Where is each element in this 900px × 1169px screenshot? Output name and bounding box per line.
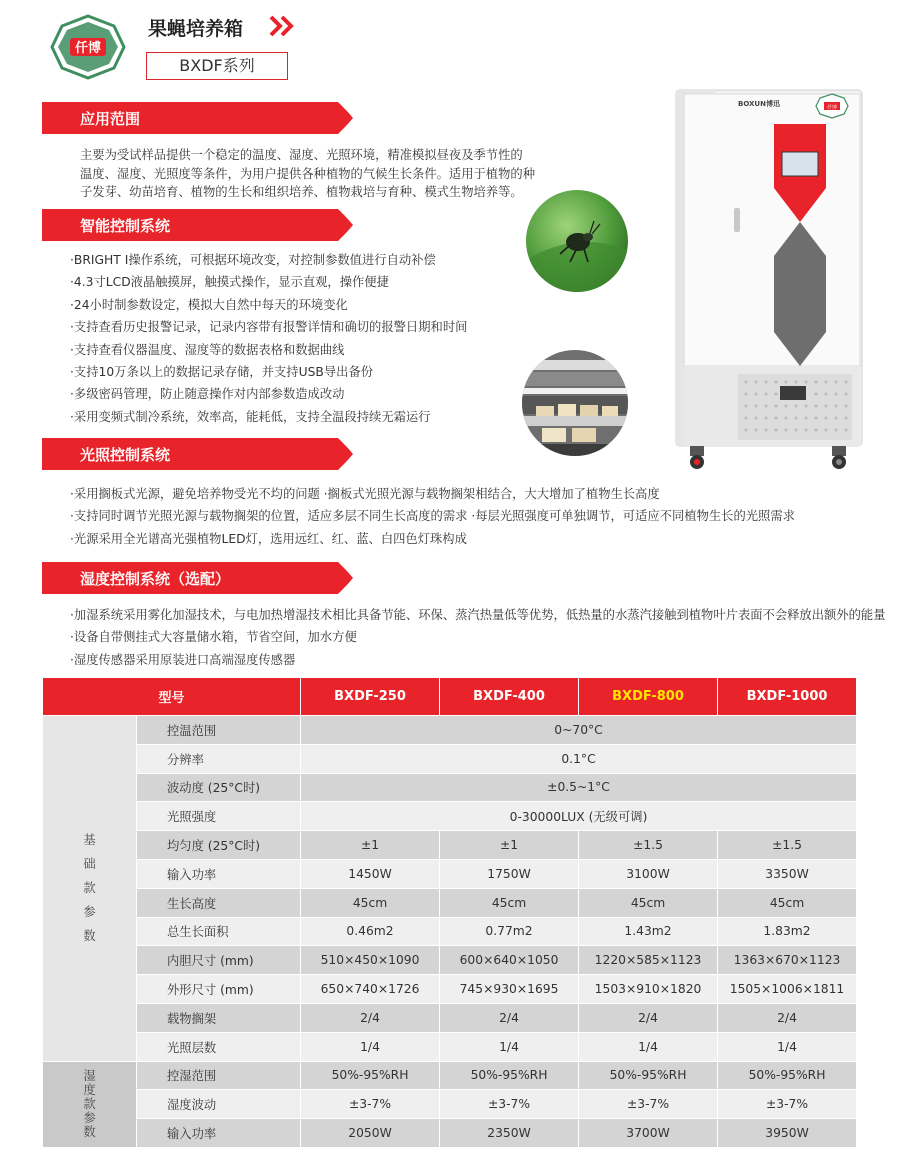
param-name: 总生长面积 [137, 917, 301, 946]
table-row [43, 1090, 857, 1119]
param-value: 0.1°C [301, 744, 857, 773]
param-value: 2050W [301, 1119, 440, 1148]
list-item: ·湿度传感器采用原装进口高端湿度传感器 [70, 652, 296, 667]
param-value: 45cm [579, 888, 718, 917]
table-row [43, 773, 857, 802]
param-value: ±3-7% [440, 1090, 579, 1119]
section-header-smart-control: 智能控制系统 [42, 209, 354, 241]
param-value: 45cm [718, 888, 857, 917]
param-name: 载物搁架 [137, 1003, 301, 1032]
list-item: ·设备自带侧挂式大容量储水箱，节省空间，加水方便 [70, 630, 357, 645]
table-header-row [43, 678, 857, 716]
param-value: 1/4 [579, 1032, 718, 1061]
group-label-basic: 基 础 款 参 数 [43, 716, 137, 1062]
table-row [43, 1003, 857, 1032]
param-value: 1/4 [718, 1032, 857, 1061]
table-row [43, 802, 857, 831]
param-value: 50%-95%RH [718, 1061, 857, 1090]
param-name: 均匀度 (25°C时) [137, 831, 301, 860]
param-name: 波动度 (25°C时) [137, 773, 301, 802]
list-item: ·BRIGHT I操作系统，可根据环境改变，对控制参数值进行自动补偿 [70, 253, 436, 267]
list-item: ·采用变频式制冷系统，效率高，能耗低，支持全温段持续无霜运行 [70, 409, 431, 424]
param-value: 2/4 [718, 1003, 857, 1032]
param-value: 50%-95%RH [579, 1061, 718, 1090]
param-name: 生长高度 [137, 888, 301, 917]
param-value: 745×930×1695 [440, 975, 579, 1004]
param-value: 1/4 [440, 1032, 579, 1061]
param-value: 1503×910×1820 [579, 975, 718, 1004]
param-value: 45cm [440, 888, 579, 917]
param-name: 外形尺寸 (mm) [137, 975, 301, 1004]
light-control-list [70, 483, 795, 550]
list-item: ·支持查看历史报警记录，记录内容带有报警详情和确切的报警日期和时间 [70, 320, 468, 335]
svg-text:仟博: 仟博 [74, 41, 102, 56]
param-value: ±1 [440, 831, 579, 860]
table-row [43, 744, 857, 773]
param-value: 2350W [440, 1119, 579, 1148]
param-value: 0-30000LUX (无级可调) [301, 802, 857, 831]
list-item: ·4.3寸LCD液晶触摸屏，触摸式操作，显示直观，操作便捷 [70, 275, 389, 290]
param-value: 3100W [579, 859, 718, 888]
table-row [43, 1032, 857, 1061]
list-item: ·支持查看仪器温度、湿度等的数据表格和数据曲线 [70, 342, 345, 357]
company-logo [44, 14, 132, 80]
shelf-photo [522, 350, 628, 456]
param-value: 1363×670×1123 [718, 946, 857, 975]
smart-control-list [70, 249, 467, 428]
table-row [43, 1119, 857, 1148]
param-name: 控温范围 [137, 716, 301, 745]
param-value: 3950W [718, 1119, 857, 1148]
param-name: 湿度波动 [137, 1090, 301, 1119]
group-label-humidity: 湿 度 款 参 数 [43, 1061, 137, 1147]
list-item: ·支持同时调节光照光源与载物搁架的位置，适应多层不同生长高度的需求 ·每层光照强度可单独调节，可适应不同植物生长的光照需求 [70, 509, 795, 524]
param-value: ±3-7% [718, 1090, 857, 1119]
param-value: 0.46m2 [301, 917, 440, 946]
param-value: 1505×1006×1811 [718, 975, 857, 1004]
svg-text:仟博: 仟博 [826, 105, 838, 111]
model-column-header: BXDF-250 [301, 678, 440, 716]
param-name: 输入功率 [137, 1119, 301, 1148]
series-label: BXDF系列 [146, 52, 288, 80]
param-value: ±0.5~1°C [301, 773, 857, 802]
param-value: 1750W [440, 859, 579, 888]
application-text: 主要为受试样品提供一个稳定的温度、湿度、光照环境，精准模拟昼夜及季节性的 温度、湿度、光照度等条件，为用户提供各种植物的气候生长条件。适用于植物的种 子发芽、幼苗培育、植物的生长和组织培养、植物栽培与育种、模式生物培养等。 [80, 148, 535, 199]
param-value: 3350W [718, 859, 857, 888]
param-name: 控湿范围 [137, 1061, 301, 1090]
svg-text:BOXUN博迅: BOXUN博迅 [738, 100, 780, 108]
param-value: 0~70°C [301, 716, 857, 745]
param-name: 分辨率 [137, 744, 301, 773]
param-value: 0.77m2 [440, 917, 579, 946]
section-header-humidity-control: 湿度控制系统（选配） [42, 562, 354, 594]
list-item: ·支持10万条以上的数据记录存储，并支持USB导出备份 [70, 364, 374, 379]
param-value: 50%-95%RH [301, 1061, 440, 1090]
list-item: ·加湿系统采用雾化加湿技术，与电加热增湿技术相比具备节能、环保、蒸汽热量低等优势，低热量的水蒸汽接触到植物叶片表面不会释放出额外的能量 [70, 608, 886, 622]
param-value: ±1.5 [579, 831, 718, 860]
param-value: ±3-7% [579, 1090, 718, 1119]
param-value: 1.83m2 [718, 917, 857, 946]
param-name: 输入功率 [137, 859, 301, 888]
model-column-header: BXDF-400 [440, 678, 579, 716]
param-value: ±3-7% [301, 1090, 440, 1119]
table-row [43, 888, 857, 917]
table-row [43, 716, 857, 745]
humidity-control-list [70, 604, 886, 671]
param-value: 1450W [301, 859, 440, 888]
param-value: 2/4 [579, 1003, 718, 1032]
param-value: 1.43m2 [579, 917, 718, 946]
param-value: ±1.5 [718, 831, 857, 860]
table-row [43, 831, 857, 860]
param-value: 2/4 [301, 1003, 440, 1032]
model-column-header: BXDF-800 [579, 678, 718, 716]
param-value: 1220×585×1123 [579, 946, 718, 975]
param-name: 内胆尺寸 (mm) [137, 946, 301, 975]
param-value: ±1 [301, 831, 440, 860]
model-column-header: BXDF-1000 [718, 678, 857, 716]
param-value: 45cm [301, 888, 440, 917]
param-value: 2/4 [440, 1003, 579, 1032]
table-row [43, 1061, 857, 1090]
list-item: ·采用搁板式光源，避免培养物受光不均的问题 ·搁板式光照光源与载物搁架相结合，大大增加了植物生长高度 [70, 487, 660, 501]
list-item: ·24小时制参数设定，模拟大自然中每天的环境变化 [70, 297, 348, 312]
incubator-product-image [672, 82, 868, 474]
list-item: ·多级密码管理，防止随意操作对内部参数造成改动 [70, 387, 345, 402]
table-row [43, 946, 857, 975]
table-row [43, 859, 857, 888]
table-row [43, 917, 857, 946]
section-header-light-control: 光照控制系统 [42, 438, 354, 470]
beetle-photo [526, 190, 628, 292]
param-value: 510×450×1090 [301, 946, 440, 975]
table-row [43, 975, 857, 1004]
section-header-application: 应用范围 [42, 102, 354, 134]
model-header: 型号 [43, 678, 301, 716]
param-name: 光照强度 [137, 802, 301, 831]
spec-table [42, 677, 857, 1148]
page-title: 果蝇培养箱 [148, 18, 244, 40]
param-value: 3700W [579, 1119, 718, 1148]
param-value: 600×640×1050 [440, 946, 579, 975]
param-name: 光照层数 [137, 1032, 301, 1061]
chevron-right-icon [268, 14, 298, 38]
list-item: ·光源采用全光谱高光强植物LED灯，选用远红、红、蓝、白四色灯珠构成 [70, 531, 467, 546]
param-value: 1/4 [301, 1032, 440, 1061]
param-value: 50%-95%RH [440, 1061, 579, 1090]
param-value: 650×740×1726 [301, 975, 440, 1004]
